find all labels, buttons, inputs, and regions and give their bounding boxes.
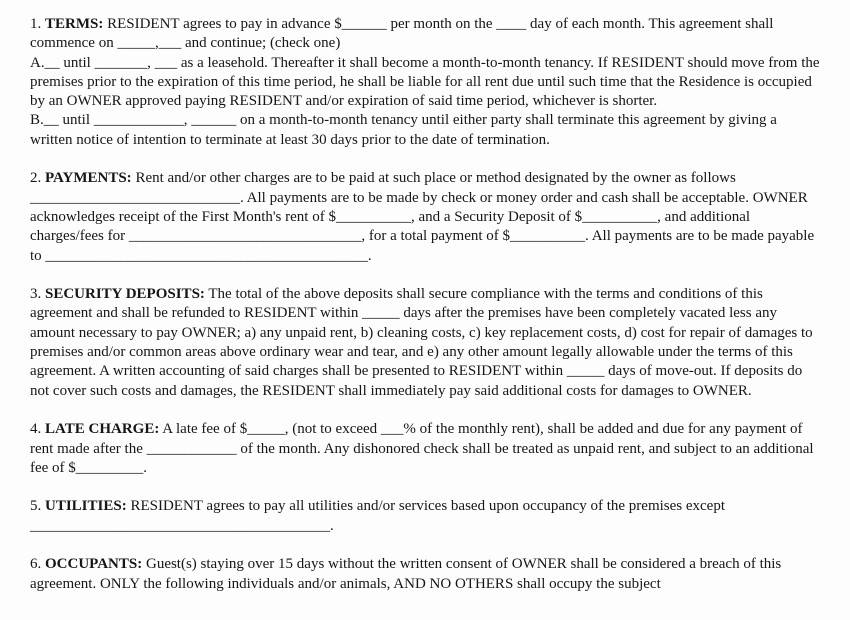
section-terms-lead-paragraph: 1. TERMS: RESIDENT agrees to pay in advance $______ per month on the ____ day of each month. This agreement shall commence on _____,___ and continue; (check one) (30, 16, 774, 52)
section-late-charge-lead-paragraph: 4. LATE CHARGE: A late fee of $_____, (not to exceed ___% of the monthly rent), shall be added and due for any payment of rent made after the ____________ of the month. Any dishonored check shall be treated as unpaid rent, and subject to an additional fee of $_________. (30, 421, 814, 476)
section-heading: LATE CHARGE: (45, 421, 160, 438)
section-number: 4. (30, 421, 42, 438)
section-number: 6. (30, 556, 42, 573)
section-number: 3. (30, 286, 42, 303)
section-payments (30, 169, 820, 265)
section-terms-paragraph: A.__ until _______, ___ as a leasehold. Thereafter it shall become a month-to-month tenancy. If RESIDENT should move from the premises prior to the expiration of this time period, he shall be liable for all rent due until such time that the Residence is occupied by an OWNER approved paying RESIDENT and/or expiration of said time period, whichever is shorter. (30, 54, 820, 110)
section-number: 1. (30, 16, 42, 32)
section-heading: TERMS: (45, 16, 104, 32)
section-heading: OCCUPANTS: (45, 556, 143, 573)
section-terms-paragraph: B.__ until ____________, ______ on a month-to-month tenancy until either party shall terminate this agreement by giving a written notice of intention to terminate at least 30 days prior to the date of termination. (30, 112, 777, 148)
section-payments-lead-paragraph: 2. PAYMENTS: Rent and/or other charges are to be paid at such place or method designated by the owner as follows ____________________________. All payments are to be made by check or money order and cash shall be acceptable. OWNER acknowledges receipt of the First Month's rent of $__________, and a Security Deposit of $__________, and additional charges/fees for _______________________________, for a total payment of $__________. All payments are to be made payable to ___________________________________________. (30, 170, 815, 264)
section-utilities (30, 497, 820, 536)
section-heading: UTILITIES: (45, 498, 127, 515)
section-occupants-lead-paragraph: 6. OCCUPANTS: Guest(s) staying over 15 days without the written consent of OWNER shall be considered a breach of this agreement. ONLY the following individuals and/or animals, AND NO OTHERS shall occupy the subject (30, 556, 782, 592)
section-occupants (30, 555, 820, 594)
section-late-charge (30, 420, 820, 478)
section-utilities-lead-paragraph: 5. UTILITIES: RESIDENT agrees to pay all utilities and/or services based upon occupancy of the premises except ________________________________________. (30, 498, 725, 534)
section-number: 5. (30, 498, 42, 515)
section-terms (30, 15, 820, 150)
section-security-deposits (30, 285, 820, 401)
section-security-deposits-lead-paragraph: 3. SECURITY DEPOSITS: The total of the above deposits shall secure compliance with the terms and conditions of this agreement and shall be refunded to RESIDENT within _____ days after the premises have been completely vacated less any amount necessary to pay OWNER; a) any unpaid rent, b) cleaning costs, c) key replacement costs, d) cost for repair of damages to premises and/or common areas above ordinary wear and tear, and e) any other amount legally allowable under the terms of this agreement. A written accounting of said charges shall be presented to RESIDENT within _____ days of move-out. If deposits do not cover such costs and damages, the RESIDENT shall immediately pay said additional costs for damages to OWNER. (30, 286, 813, 399)
section-heading: PAYMENTS: (45, 170, 132, 187)
section-heading: SECURITY DEPOSITS: (45, 286, 205, 303)
section-number: 2. (30, 170, 42, 187)
